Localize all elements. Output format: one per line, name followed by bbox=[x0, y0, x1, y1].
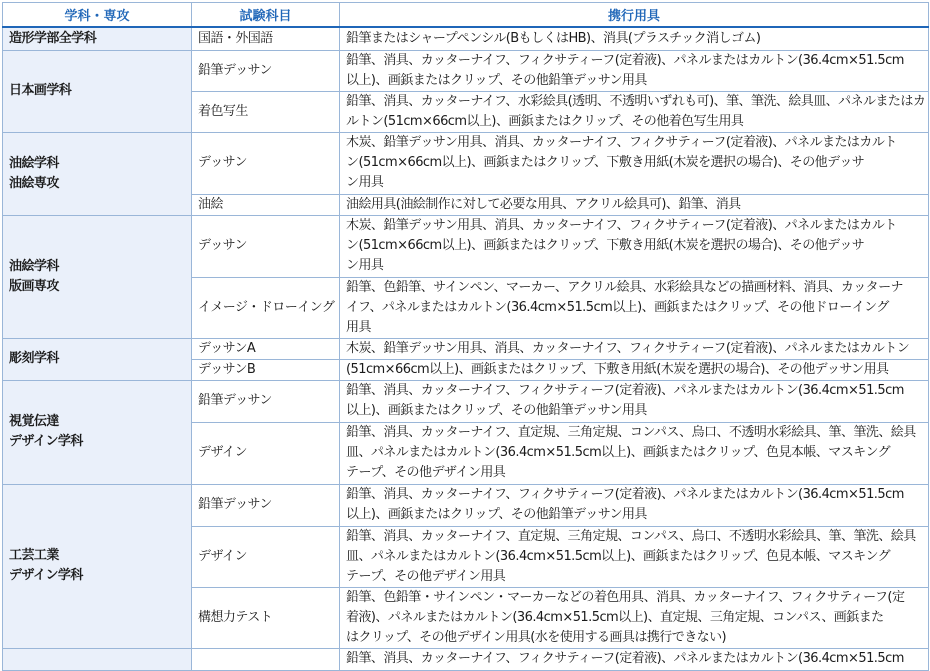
table-body bbox=[3, 27, 929, 670]
items-text-line: イフ、パネルまたはカルトン(36.4cm×51.5cm以上)、画鋲またはクリップ、その他ドローイング bbox=[346, 299, 889, 315]
items-cell bbox=[340, 194, 929, 215]
table-row bbox=[3, 27, 929, 50]
exam-subject-cell: デザイン bbox=[192, 422, 340, 484]
department-name-line: 工芸工業 bbox=[9, 548, 59, 563]
items-text-line: 鉛筆、消具、カッターナイフ、フィクサティーフ(定着液)、パネルまたはカルトン(36.4cm×51.5cm bbox=[346, 487, 904, 502]
items-text-line: 用具 bbox=[346, 319, 371, 335]
header-department: 学科・専攻 bbox=[3, 3, 192, 28]
exam-subject-cell: デザイン bbox=[192, 526, 340, 587]
exam-subject-cell: デッサンB bbox=[192, 359, 340, 380]
department-cell bbox=[3, 215, 192, 338]
table-row bbox=[3, 50, 929, 91]
table-row-partial bbox=[3, 648, 929, 670]
items-text-line: ン(51cm×66cm以上)、画鋲またはクリップ、下敷き用紙(木炭を選択の場合)、その他デッサ bbox=[346, 238, 865, 253]
header-items: 携行用具 bbox=[340, 3, 929, 28]
exam-subject-cell: デッサンA bbox=[192, 338, 340, 359]
items-cell bbox=[340, 50, 929, 91]
table-row bbox=[3, 380, 929, 422]
items-cell bbox=[340, 215, 929, 277]
items-cell bbox=[340, 587, 929, 648]
department-cell bbox=[3, 484, 192, 648]
items-text-line: (51cm×66cm以上)、画鋲またはクリップ、下敷き用紙(木炭を選択の場合)、その他デッサン用具 bbox=[346, 361, 889, 377]
items-text-line: 皿、パネルまたはカルトン(36.4cm×51.5cm以上)、画鋲またはクリップ、色見本帳、マスキング bbox=[346, 445, 891, 460]
items-text-line: 鉛筆、消具、カッターナイフ、フィクサティーフ(定着液)、パネルまたはカルトン(36.4cm×51.5cm bbox=[346, 650, 904, 666]
items-cell bbox=[340, 648, 929, 670]
items-text-line: 以上)、画鋲またはクリップ、その他鉛筆デッサン用具 bbox=[346, 507, 647, 522]
items-text-line: 木炭、鉛筆デッサン用具、消具、カッターナイフ、フィクサティーフ(定着液)、パネルまたはカルト bbox=[346, 135, 897, 150]
department-name-line: 版画専攻 bbox=[9, 278, 59, 294]
table-row bbox=[3, 338, 929, 359]
items-text-line: 鉛筆、消具、カッターナイフ、直定規、三角定規、コンパス、烏口、不透明水彩絵具、筆、筆洗、絵具 bbox=[346, 528, 916, 544]
table-row bbox=[3, 484, 929, 526]
exam-subject-cell: デッサン bbox=[192, 132, 340, 194]
exam-subject-cell: 着色写生 bbox=[192, 91, 340, 132]
department-cell bbox=[3, 380, 192, 484]
department-name-line: 造形学部全学科 bbox=[9, 30, 97, 46]
items-cell bbox=[340, 484, 929, 526]
items-cell bbox=[340, 132, 929, 194]
department-name-line: デザイン学科 bbox=[9, 568, 83, 583]
items-cell bbox=[340, 27, 929, 50]
table-row bbox=[3, 215, 929, 277]
department-cell bbox=[3, 50, 192, 132]
items-text-line: ン用具 bbox=[346, 258, 384, 273]
items-text-line: テープ、その他デザイン用具 bbox=[346, 465, 506, 480]
items-text-line: テープ、その他デザイン用具 bbox=[346, 568, 506, 584]
exam-subject-cell: 鉛筆デッサン bbox=[192, 380, 340, 422]
exam-subject-cell bbox=[192, 648, 340, 670]
department-cell bbox=[3, 132, 192, 215]
items-cell bbox=[340, 277, 929, 338]
department-name-line: 油絵学科 bbox=[9, 155, 59, 171]
exam-subject-cell: 鉛筆デッサン bbox=[192, 484, 340, 526]
items-text-line: 木炭、鉛筆デッサン用具、消具、カッターナイフ、フィクサティーフ(定着液)、パネルまたはカルト bbox=[346, 218, 897, 233]
department-name-line: 油絵専攻 bbox=[9, 175, 59, 191]
items-text-line: 木炭、鉛筆デッサン用具、消具、カッターナイフ、フィクサティーフ(定着液)、パネルまたはカルトン bbox=[346, 340, 910, 356]
items-text-line: はクリップ、その他デザイン用具(水を使用する画具は携行できない) bbox=[346, 629, 727, 645]
items-cell bbox=[340, 422, 929, 484]
items-text-line: 以上)、画鋲またはクリップ、その他鉛筆デッサン用具 bbox=[346, 403, 647, 418]
department-name-line: 彫刻学科 bbox=[9, 351, 59, 366]
items-text-line: 鉛筆、消具、カッターナイフ、直定規、三角定規、コンパス、烏口、不透明水彩絵具、筆、筆洗、絵具 bbox=[346, 425, 916, 440]
items-cell bbox=[340, 380, 929, 422]
department-cell bbox=[3, 27, 192, 50]
department-cell bbox=[3, 338, 192, 380]
department-name-line: 日本画学科 bbox=[9, 83, 72, 98]
items-text-line: 以上)、画鋲またはクリップ、その他鉛筆デッサン用具 bbox=[346, 72, 647, 88]
department-name-line: 視覚伝達 bbox=[9, 414, 59, 429]
department-name-line: デザイン学科 bbox=[9, 434, 83, 449]
items-cell bbox=[340, 338, 929, 359]
exam-subject-cell: 構想力テスト bbox=[192, 587, 340, 648]
items-text-line: 鉛筆、消具、カッターナイフ、フィクサティーフ(定着液)、パネルまたはカルトン(36.4cm×51.5cm bbox=[346, 383, 904, 398]
items-text-line: 油絵用具(油絵制作に対して必要な用具、アクリル絵具可)、鉛筆、消具 bbox=[346, 196, 741, 212]
items-text-line: 鉛筆、色鉛筆、サインペン、マーカー、アクリル絵具、水彩絵具などの描画材料、消具、カッターナ bbox=[346, 279, 904, 295]
exam-subject-cell: イメージ・ドローイング bbox=[192, 277, 340, 338]
exam-subject-cell: 油絵 bbox=[192, 194, 340, 215]
items-cell bbox=[340, 359, 929, 380]
department-cell bbox=[3, 648, 192, 670]
items-text-line: 鉛筆、消具、カッターナイフ、水彩絵具(透明、不透明いずれも可)、筆、筆洗、絵具皿、パネルまたはカ bbox=[346, 93, 926, 109]
items-text-line: ン用具 bbox=[346, 175, 384, 190]
exam-subject-cell: 国語・外国語 bbox=[192, 27, 340, 50]
items-text-line: 皿、パネルまたはカルトン(36.4cm×51.5cm以上)、画鋲またはクリップ、色見本帳、マスキング bbox=[346, 548, 891, 564]
items-text-line: 着液)、パネルまたはカルトン(36.4cm×51.5cm以上)、直定規、三角定規、コンパス、画鋲また bbox=[346, 609, 884, 625]
items-text-line: ン(51cm×66cm以上)、画鋲またはクリップ、下敷き用紙(木炭を選択の場合)、その他デッサ bbox=[346, 155, 865, 170]
items-cell bbox=[340, 526, 929, 587]
items-text-line: ルトン(51cm×66cm以上)、画鋲またはクリップ、その他着色写生用具 bbox=[346, 113, 744, 129]
exam-subject-cell: デッサン bbox=[192, 215, 340, 277]
items-cell bbox=[340, 91, 929, 132]
header-exam-subject: 試験科目 bbox=[192, 3, 340, 28]
items-text-line: 鉛筆またはシャープペンシル(BもしくはHB)、消具(プラスチック消しゴム) bbox=[346, 30, 761, 46]
exam-subject-cell: 鉛筆デッサン bbox=[192, 50, 340, 91]
header-row bbox=[3, 3, 929, 28]
items-text-line: 鉛筆、色鉛筆・サインペン・マーカーなどの着色用具、消具、カッターナイフ、フィクサティーフ(定 bbox=[346, 589, 905, 605]
table-row bbox=[3, 132, 929, 194]
department-name-line: 油絵学科 bbox=[9, 258, 59, 274]
items-text-line: 鉛筆、消具、カッターナイフ、フィクサティーフ(定着液)、パネルまたはカルトン(36.4cm×51.5cm bbox=[346, 52, 904, 68]
requirements-table bbox=[2, 2, 929, 671]
